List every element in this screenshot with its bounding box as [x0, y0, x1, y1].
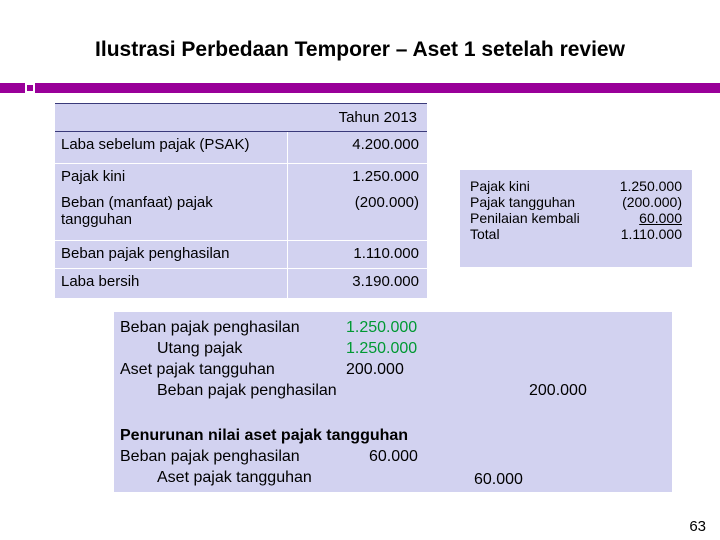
table-row — [55, 268, 427, 298]
row-value: 1.250.000 — [352, 168, 419, 185]
summary-line — [470, 178, 682, 194]
journal-section-title: Penurunan nilai aset pajak tangguhan — [120, 427, 409, 444]
summary-label: Total — [470, 226, 500, 242]
row-value: (200.000) — [354, 194, 419, 211]
table-top-border — [55, 103, 427, 104]
journal-credit-value: 60.000 — [474, 471, 523, 488]
table-header-year: Tahun 2013 — [55, 103, 427, 132]
summary-value: (200.000) — [622, 194, 682, 210]
summary-label: Penilaian kembali — [470, 210, 580, 226]
row-label: Beban (manfaat) pajak tangguhan — [55, 190, 288, 240]
journal-debit-label: Beban pajak penghasilan — [120, 319, 300, 336]
journal-entries-box — [114, 312, 672, 492]
slide-title: Ilustrasi Perbedaan Temporer – Aset 1 setelah review — [95, 38, 625, 61]
journal-debit-value: 60.000 — [369, 448, 418, 465]
summary-line — [470, 194, 682, 210]
summary-label: Pajak kini — [470, 178, 530, 194]
title-rule — [0, 83, 720, 93]
journal-debit-value: 1.250.000 — [346, 319, 418, 336]
page-number: 63 — [689, 518, 706, 535]
journal-debit-label: Beban pajak penghasilan — [120, 448, 300, 465]
summary-value: 1.250.000 — [619, 178, 682, 194]
journal-credit-label: Beban pajak penghasilan — [157, 382, 337, 399]
row-value: 3.190.000 — [352, 273, 419, 290]
journal-credit-label: Utang pajak — [157, 340, 243, 357]
tax-summary-box — [460, 170, 692, 267]
summary-value: 1.110.000 — [620, 226, 682, 242]
journal-credit-value: 200.000 — [529, 382, 587, 399]
journal-debit-label: Aset pajak tangguhan — [120, 361, 275, 378]
summary-line — [470, 226, 682, 242]
table-row — [55, 163, 427, 190]
row-value: 1.110.000 — [353, 245, 419, 262]
row-label: Laba sebelum pajak (PSAK) — [55, 132, 288, 163]
rule-bullet-icon — [25, 83, 35, 93]
table-row — [55, 190, 427, 240]
summary-value: 60.000 — [639, 210, 682, 226]
journal-credit-label: Aset pajak tangguhan — [157, 469, 312, 486]
tax-table — [55, 103, 427, 298]
table-row — [55, 132, 427, 163]
summary-label: Pajak tangguhan — [470, 194, 576, 210]
row-label: Beban pajak penghasilan — [55, 241, 288, 268]
row-label: Laba bersih — [55, 269, 288, 298]
summary-line — [470, 210, 682, 226]
journal-credit-value: 1.250.000 — [346, 340, 418, 357]
row-value: 4.200.000 — [352, 136, 419, 153]
journal-debit-value: 200.000 — [346, 361, 404, 378]
table-row — [55, 240, 427, 268]
row-label: Pajak kini — [55, 164, 288, 190]
